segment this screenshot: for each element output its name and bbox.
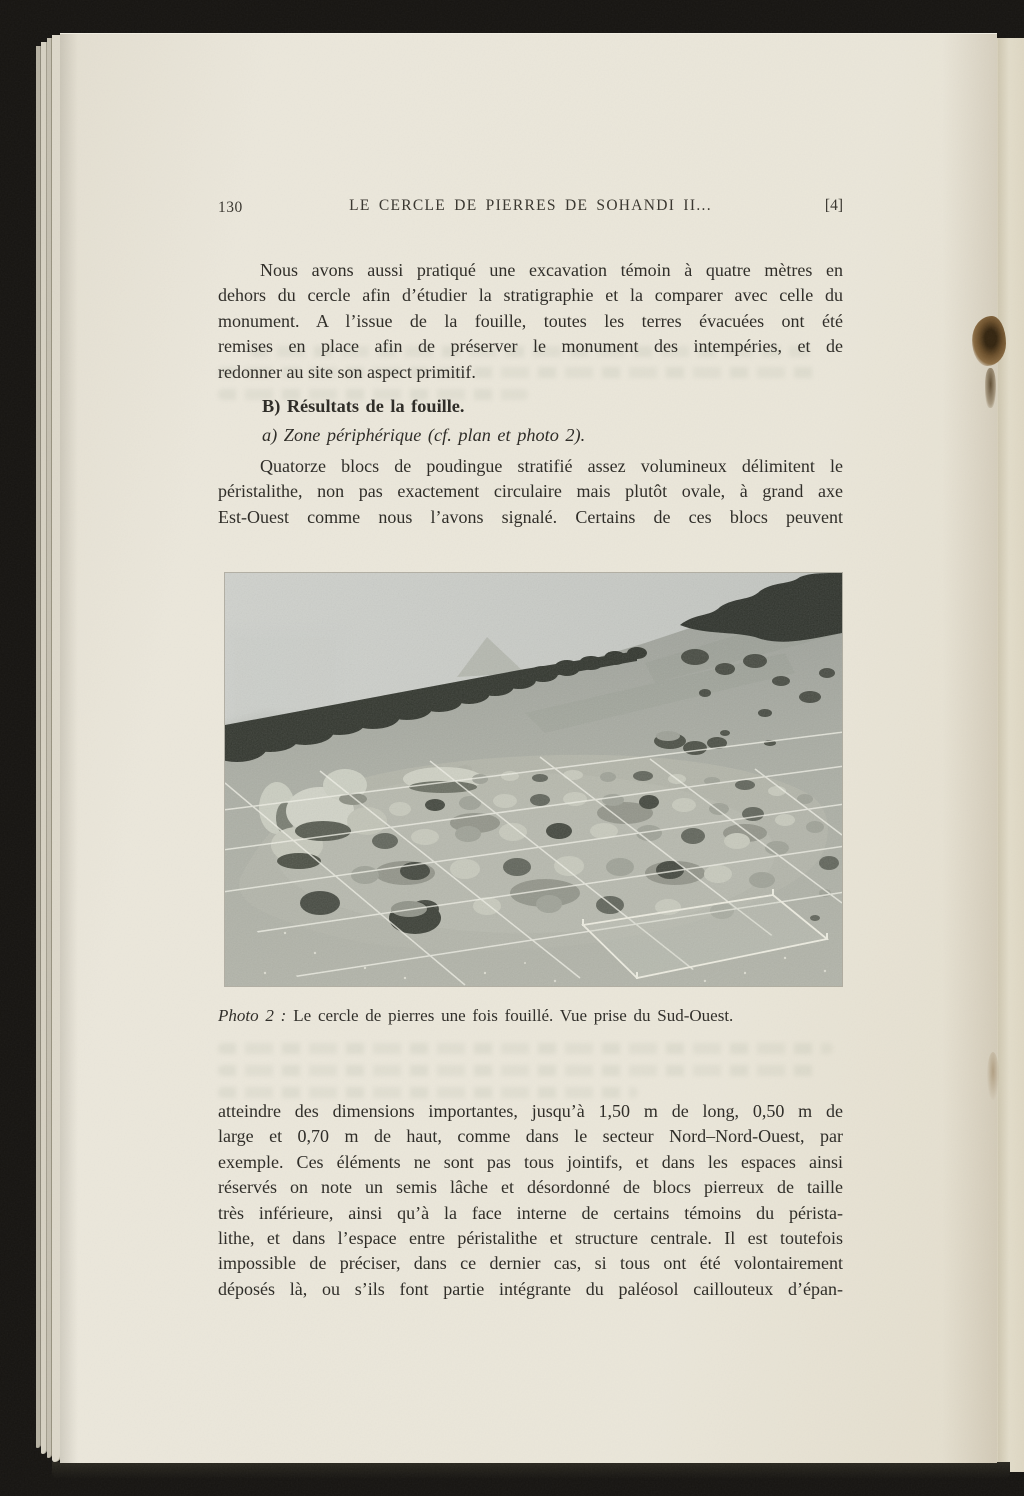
next-page-edge — [997, 38, 1024, 1472]
text-line: très inférieure, ainsi qu’à la face interne de certains témoins du pérista- — [218, 1202, 843, 1223]
book-page — [60, 33, 997, 1463]
text-line: Est-Ouest comme nous l’avons signalé. Certains de ces blocs peuvent — [218, 506, 843, 527]
subsection-heading: a) Zone périphérique (cf. plan et photo 2). — [262, 425, 586, 445]
text-line: monument. A l’issue de la fouille, toutes les terres évacuées ont été — [218, 310, 843, 331]
show-through-text — [218, 1087, 638, 1098]
photo-grain — [225, 573, 842, 986]
show-through-text — [218, 1043, 833, 1054]
stain-blot — [972, 316, 1006, 366]
stain-drip — [985, 368, 996, 408]
text-line: atteindre des dimensions importantes, jusqu’à 1,50 m de long, 0,50 m de — [218, 1101, 843, 1121]
photo-caption-text: Le cercle de pierres une fois fouillé. Vue prise du Sud-Ouest. — [293, 1006, 734, 1025]
text-line: large et 0,70 m de haut, comme dans le secteur Nord–Nord-Ouest, par — [218, 1126, 843, 1147]
paragraph-1 — [218, 258, 843, 385]
text-line: redonner au site son aspect primitif. — [218, 361, 476, 382]
text-line: Nous avons aussi pratiqué une excavation témoin à quatre mètres en — [260, 260, 843, 280]
text-line: remises en place afin de préserver le monument des intempéries, et de — [218, 336, 843, 357]
paragraph-3 — [218, 1099, 843, 1302]
section-heading: B) Résultats de la fouille. — [262, 396, 465, 416]
show-through-text — [218, 1065, 818, 1076]
photo-caption — [218, 1006, 843, 1026]
stain-small — [987, 1052, 999, 1100]
text-line: exemple. Ces éléments ne sont pas tous jointifs, et dans les espaces ainsi — [218, 1151, 843, 1172]
paragraph-2 — [218, 454, 843, 530]
running-title: LE CERCLE DE PIERRES DE SOHANDI II... — [349, 197, 712, 214]
text-line: lithe, et dans l’espace entre péristalithe et structure centrale. Il est toutefois — [218, 1227, 843, 1248]
text-line: dehors du cercle afin d’étudier la stratigraphie et la comparer avec celle du — [218, 285, 843, 306]
text-line: réservés on note un semis lâche et désordonné de blocs pierreux de taille — [218, 1177, 843, 1198]
photo-2-excavation — [225, 573, 842, 986]
reference-number: [4] — [824, 197, 843, 214]
text-line: impossible de préciser, dans ce dernier cas, si tous ont été volontairement — [218, 1253, 843, 1274]
text-line: Quatorze blocs de poudingue stratifié assez volumineux délimitent le — [260, 456, 843, 476]
text-line: déposés là, ou s’ils font partie intégrante du paléosol caillouteux d’épan- — [218, 1278, 843, 1299]
text-line: péristalithe, non pas exactement circulaire mais plutôt ovale, à grand axe — [218, 481, 843, 502]
page-number: 130 — [218, 199, 243, 216]
excavation-photo-graphic — [225, 573, 842, 986]
running-header — [218, 197, 843, 221]
page-bottom-shadow — [52, 1462, 1010, 1479]
photo-caption-label: Photo 2 : — [218, 1006, 287, 1025]
